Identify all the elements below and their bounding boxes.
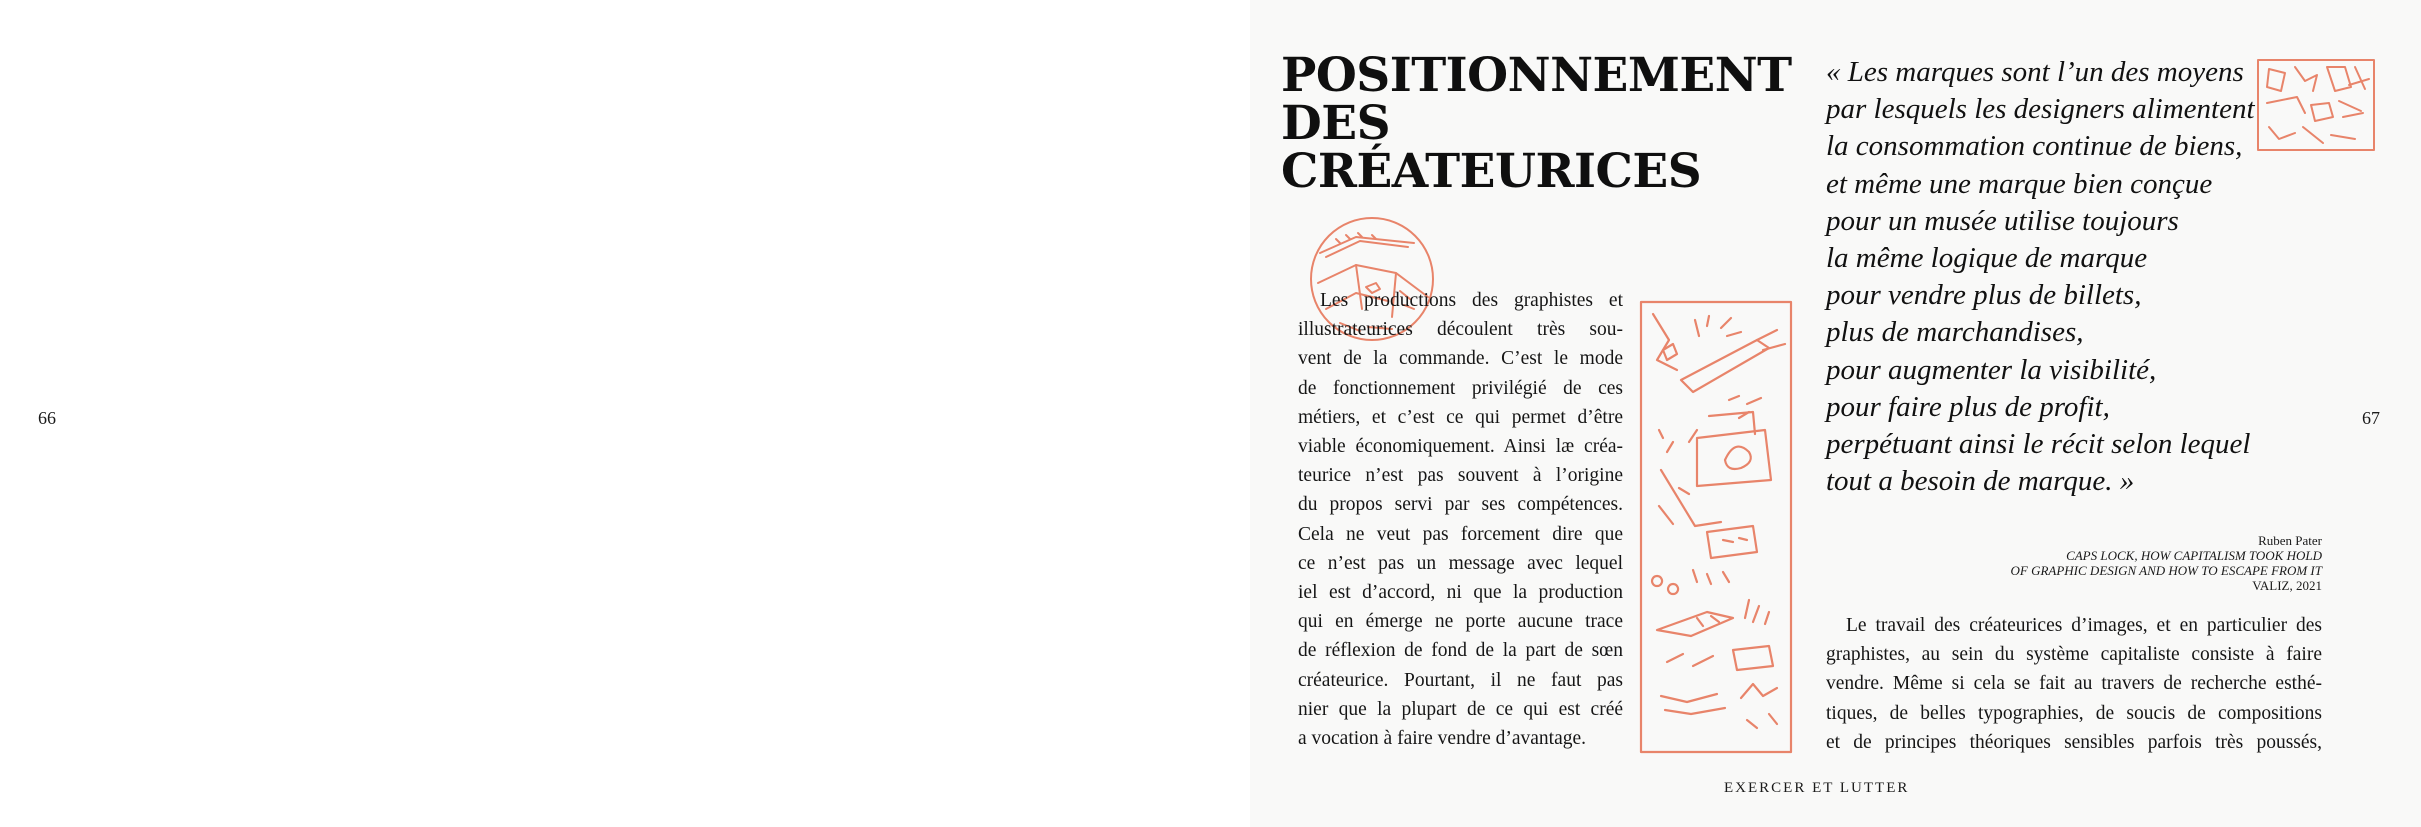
quote-line: pour faire plus de profit, [1826, 390, 2110, 423]
title-line: DES [1281, 96, 1391, 151]
body-text-right-column [1826, 611, 2322, 757]
quote-line: tout a besoin de marque. » [1826, 465, 2135, 498]
quote-line: pour un musée utilise toujours [1826, 204, 2179, 237]
body-text-left-column [1298, 286, 1623, 753]
article-title [1281, 48, 1792, 199]
page-number-left: 66 [38, 408, 56, 428]
quote-line: perpétuant ainsi le récit selon lequel [1826, 428, 2251, 461]
body-line: illustrateurices découlent très sou- [1298, 319, 1623, 341]
body-line: vendre. Même si cela se fait au travers de recherche esthé- [1826, 673, 2322, 695]
quote-line: la même logique de marque [1826, 242, 2148, 275]
running-footer: EXERCER ET LUTTER [1724, 780, 1910, 796]
body-line: Le travail des créateurices d’images, et en particulier des [1846, 615, 2322, 636]
body-line: qui en émerge ne porte aucune trace [1298, 611, 1623, 633]
body-line: nier que la plupart de ce qui est créé [1298, 698, 1623, 720]
body-line: et de principes théoriques sensibles parfois très poussés, [1826, 731, 2322, 753]
page-number-right: 67 [2362, 408, 2380, 428]
body-line: graphistes, au sein du système capitaliste consiste à faire [1826, 644, 2322, 666]
body-line: iel est d’accord, ni que la production [1298, 582, 1623, 604]
body-line: tiques, de belles typographies, de soucis de compositions [1826, 702, 2322, 724]
quote-line: la consommation continue de biens, [1826, 130, 2243, 163]
quote-publisher: VALIZ, 2021 [2252, 578, 2322, 593]
quote-book-title: CAPS LOCK, HOW CAPITALISM TOOK HOLD [2066, 548, 2322, 563]
body-line: a vocation à faire vendre d’avantage. [1298, 728, 1587, 750]
quote-line: plus de marchandises, [1826, 316, 2084, 349]
body-line: Cela ne veut pas forcement dire que [1298, 523, 1623, 545]
body-line: de réflexion de fond de la part de sœn [1298, 640, 1623, 662]
body-line: viable économiquement. Ainsi læ créa- [1298, 436, 1623, 458]
quote-line: pour augmenter la visibilité, [1826, 353, 2157, 386]
body-line: de fonctionnement privilégié de ces [1298, 377, 1623, 399]
quote-credit [2011, 533, 2323, 593]
title-line: POSITIONNEMENT [1281, 48, 1792, 103]
body-line: ce n’est pas un message avec lequel [1298, 552, 1623, 574]
pull-quote [1826, 54, 2255, 500]
title-line: CRÉATEURICES [1281, 144, 1702, 199]
body-line: créateurice. Pourtant, il ne faut pas [1298, 669, 1623, 691]
quote-line: pour vendre plus de billets, [1826, 279, 2142, 312]
stamp-illustration [2255, 57, 2377, 153]
quote-book-title: OF GRAPHIC DESIGN AND HOW TO ESCAPE FROM IT [2010, 563, 2322, 578]
body-line: teurice n’est pas souvent à l’origine [1298, 465, 1623, 487]
body-line: métiers, et c’est ce qui permet d’être [1298, 406, 1623, 428]
body-line: vent de la commande. C’est le mode [1298, 348, 1623, 370]
body-line: du propos servi par ses compétences. [1298, 494, 1623, 516]
vertical-panel-illustration [1637, 300, 1795, 756]
quote-author: Ruben Pater [2258, 533, 2322, 548]
quote-line: « Les marques sont l’un des moyens [1826, 56, 2244, 88]
quote-line: et même une marque bien conçue [1826, 167, 2213, 200]
quote-line: par lesquels les designers alimentent [1826, 93, 2255, 126]
body-line: Les productions des graphistes et [1320, 290, 1623, 311]
